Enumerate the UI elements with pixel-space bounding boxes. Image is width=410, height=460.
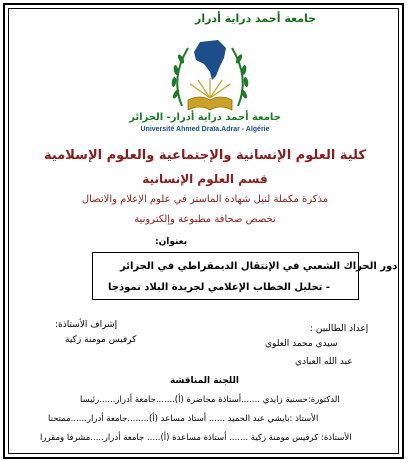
supervisor-name: كرفيس مومنة زكية [65,335,137,345]
faculty-name: كلية العلوم الإنسانية والإجتماعية والعلوم الإسلامية [44,148,366,163]
title-label: بعنوان: [155,237,188,247]
student-name-1: سيدي محمد العلوي [265,339,338,349]
committee-member-1: الدكتورة:حسنية زايدي .......أستاذة محاضرة (أ).......جامعة أدرار......رئيسا [80,395,340,405]
department-name: قسم العلوم الإنسانية [142,172,268,186]
supervision-label: إشراف الأستاذة: [55,320,118,330]
committee-member-2: الأستاذ :بايشي عبد الحميد ...... أستاذ مساعد (أ)........جامعة أدرار......ممتحنا [48,414,319,424]
student-name-2: عبد الله العبادي [295,357,353,367]
logo-arabic-text: جامعة أحمد دراية أدرار- الجزائر [129,112,281,123]
university-header: جامعة أحمد دراية أدرار [195,12,317,25]
logo-english-text: Université Ahmed Draïa.Adrar - Algérie [140,126,270,133]
prepared-by-label: إعداد الطالبين : [310,324,369,334]
committee-member-3: الأستاذة: كرفيس مومنة زكية ....... أستاذة مساعدة (أ)..... جامعة أدرار.....مشرفا ومقررا [40,433,352,443]
thesis-title-line-2: - تحليل الخطاب الإعلامي لجريدة البلاد نموذجا [108,282,331,293]
thesis-title-line-1: دور الحراك الشعبي في الإنتقال الديمقراطي في الجزائر [120,261,398,272]
committee-label: اللجنة المناقشة [170,376,239,386]
specialty: تخصص صحافة مطبوعة وإلكترونية [134,214,276,225]
memo-description: مذكرة مكملة لنيل شهادة الماستر في علوم الإعلام والاتصال [81,194,329,205]
